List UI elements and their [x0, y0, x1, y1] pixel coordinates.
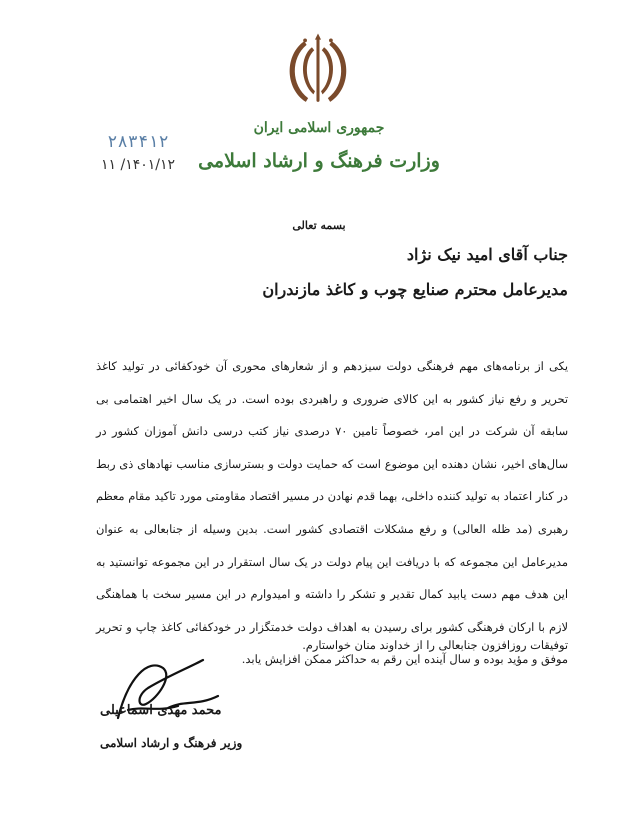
signatory-name: محمد مهدی اسماعیلی — [100, 703, 222, 718]
ministry-name: وزارت فرهنگ و ارشاد اسلامی — [198, 150, 440, 172]
closing-line: توفیقات روزافزون جنابعالی را از خداوند منان خواستارم. — [302, 638, 568, 652]
letter-date: ۱۴۰۱/۱۲/ ۱۱ — [100, 157, 176, 173]
body-paragraph: یکی از برنامه‌های مهم فرهنگی دولت سیزدهم و از شعارهای محوری آن خودکفائی در تولید کاغذ تحریر و رفع نیاز کشور به این کالای ضروری و راهبردی بوده است. در یک سال اخیر اهتمامی بی سابقه آن شرکت در این امر، خصوصاً تامین ۷۰ درصدی نیاز کتب درسی دانش آموزان کشور در سال‌های اخیر، نشان دهنده این موضوع است که حمایت دولت و بسترسازی مناسب نهادهای ذی ربط در کنار اعتماد به تولید کننده داخلی، بهما قدم نهادن در مسیر اقتصاد مقاومتی مورد تاکید مقام معظم رهبری (مد ظله العالی) و رفع مشکلات اقتصادی کشور است. بدین وسیله از جنابعالی به عنوان مدیرعامل این مجموعه که با دریافت این پیام دولت در یک سال استقرار در این مجموعه توانستید به این هدف مهم دست یابید کمال تقدیر و تشکر را داشته و امیدوارم در این مسیر سخت با هماهنگی لازم با ارکان فرهنگی کشور برای رسیدن به اهداف دولت خدمتگزار در خودکفائی کاغذ چاپ و تحریر موفق و مؤید بوده و سال آینده این رقم به حداکثر ممکن افزایش یابد. — [96, 359, 568, 667]
letter-body — [96, 350, 568, 676]
recipient-name: جناب آقای امید نیک نژاد — [406, 245, 568, 264]
iran-emblem-icon — [280, 32, 356, 108]
signatory-title: وزیر فرهنگ و ارشاد اسلامی — [100, 736, 243, 750]
recipient-title: مدیرعامل محترم صنایع چوب و کاغذ مازندران — [262, 280, 568, 299]
letter-number: ۲۸۳۴۱۲ — [107, 132, 169, 152]
country-name: جمهوری اسلامی ایران — [253, 120, 385, 136]
invocation: بسمه تعالی — [292, 219, 346, 232]
